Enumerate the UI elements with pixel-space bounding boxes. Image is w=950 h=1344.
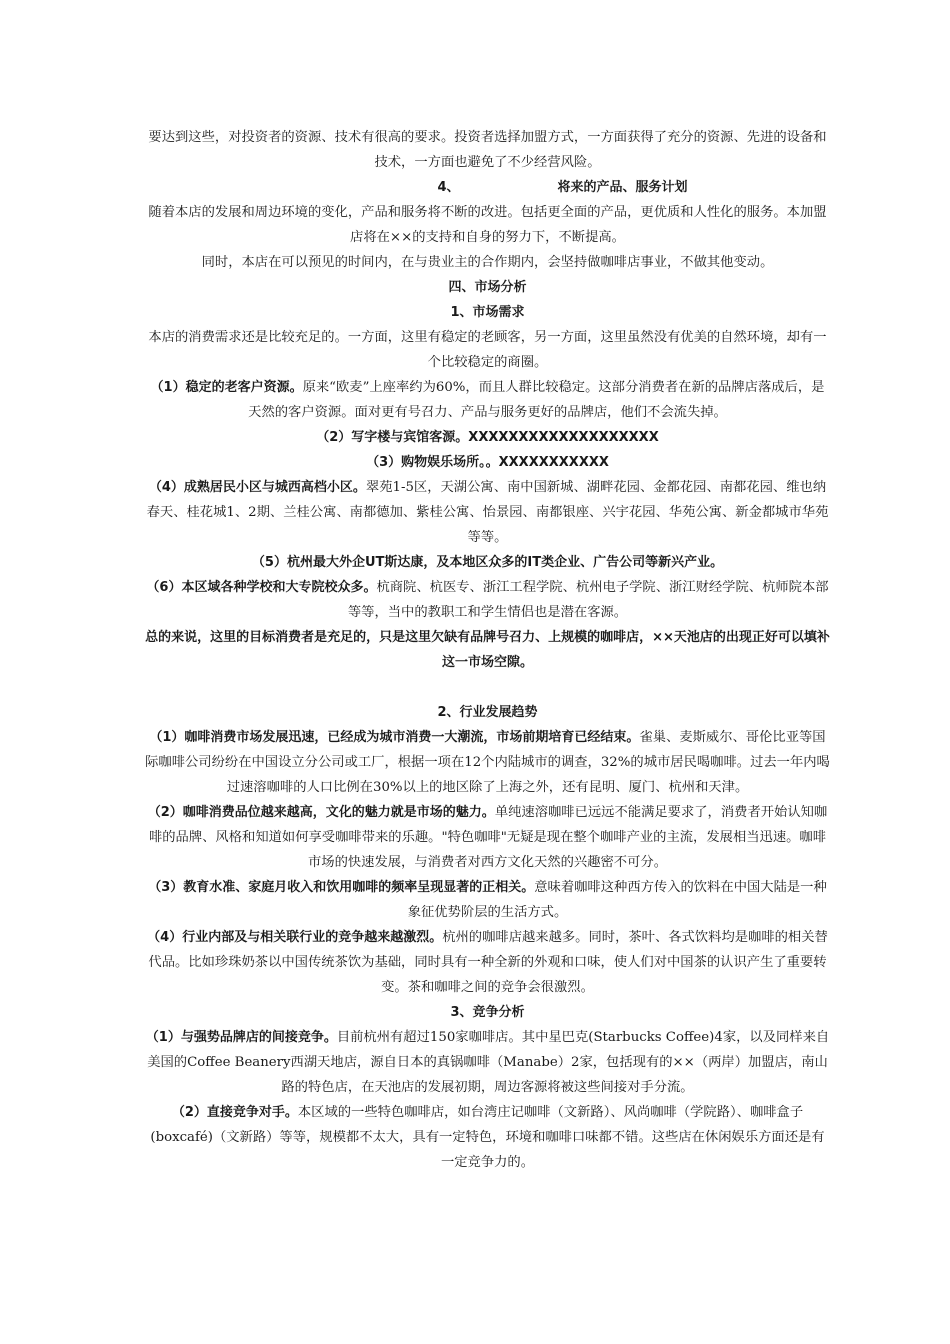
body-text: 单纯速溶咖啡已远远不能满足要求了，消费者开始认知咖啡的品牌、风格和知道如何享受咖啡带来的乐趣。"特色咖啡"无疑是现在整个咖啡产业的主流，发展相当迅速。咖啡市场的快速发展，与消费者对西方文化天然的兴趣密不可分。 [148,805,828,870]
body-text: 翠苑1-5区，天湖公寓、南中国新城、湖畔花园、金都花园、南都花园、维也纳春天、桂花城1、2期、兰桂公寓、南都德加、紫桂公寓、怡景园、南都银座、兴宇花园、华苑公寓、新金都城市华苑等等。 [146,480,829,545]
section-number: 4、 [437,180,460,195]
heading-industry-trends: 2、行业发展趋势 [437,705,538,720]
paragraph-demand-intro: 本店的消费需求还是比较充足的。一方面，这里有稳定的老顾客，另一方面，这里虽然没有优美的自然环境，却有一个比较稳定的商圈。 [148,330,827,370]
paragraph-trend-2 [145,800,830,875]
paragraph-product-improvement: 随着本店的发展和周边环境的变化，产品和服务将不断的改进。包括更全面的产品，更优质和人性化的服务。本加盟店将在××的支持和自身的努力下，不断提高。 [148,205,827,245]
lead-text: （1）稳定的老客户资源。 [150,380,303,395]
heading-competition: 3、竞争分析 [450,1005,525,1020]
paragraph-commitment: 同时，本店在可以预见的时间内，在与贵业主的合作期内，会坚持做咖啡店事业，不做其他变动。 [201,255,774,270]
body-text: 雀巢、麦斯威尔、哥伦比亚等国际咖啡公司纷纷在中国设立分公司或工厂，根据一项在12个内陆城市的调查，32%的城市居民喝咖啡。过去一年内喝过速溶咖啡的人口比例在30%以上的地区除了上海之外，还有昆明、厦门、杭州和天津。 [145,730,830,795]
paragraph-trend-1 [145,725,830,800]
heading-office-hotel: （2）写字楼与宾馆客源。XXXXXXXXXXXXXXXXXXX [316,430,659,445]
section-heading-future-plan [145,175,830,200]
paragraph-old-customers [145,375,830,425]
lead-text: （6）本区域各种学校和大专院校众多。 [146,580,377,595]
body-text: 杭州的咖啡店越来越多。同时，茶叶、各式饮料均是咖啡的相关替代品。比如珍珠奶茶以中国传统茶饮为基础，同时具有一种全新的外观和口味，使人们对中国茶的认识产生了重要转变。茶和咖啡之间的竞争会很激烈。 [148,930,828,995]
paragraph-trend-4 [145,925,830,1000]
lead-text: （1）与强势品牌店的间接竞争。 [145,1030,337,1045]
spacer [145,675,830,700]
paragraph-competition-1 [145,1025,830,1100]
body-text: 目前杭州有超过150家咖啡店。其中星巴克(Starbucks Coffee)4家，以及同样来自美国的Coffee Beanery西湖天地店，源自日本的真锅咖啡（Manabe）2家，包括现有的××（两岸）加盟店，南山路的特色店，在天池店的发展初期，周边客源将被这些间接对手分流。 [147,1030,830,1095]
lead-text: （1）咖啡消费市场发展迅速，已经成为城市消费一大潮流，市场前期培育已经结束。 [149,730,640,745]
heading-shopping: （3）购物娱乐场所。。XXXXXXXXXXX [366,455,609,470]
lead-text: （4）行业内部及与相关联行业的竞争越来越激烈。 [147,930,443,945]
body-text: 意味着咖啡这种西方传入的饮料在中国大陆是一种象征优势阶层的生活方式。 [407,880,827,920]
paragraph-trend-3 [145,875,830,925]
paragraph-summary: 总的来说，这里的目标消费者是充足的，只是这里欠缺有品牌号召力、上规模的咖啡店，××天池店的出现正好可以填补这一市场空隙。 [145,630,830,670]
paragraph-schools [145,575,830,625]
lead-text: （2）咖啡消费品位越来越高，文化的魅力就是市场的魅力。 [147,805,495,820]
section-title: 将来的产品、服务计划 [557,180,688,195]
paragraph-residential [145,475,830,550]
paragraph-competition-2 [145,1100,830,1175]
heading-ut-starcom: （5）杭州最大外企UT斯达康，及本地区众多的IT类企业、广告公司等新兴产业。 [251,555,724,570]
body-text: 杭商院、杭医专、浙江工程学院、杭州电子学院、浙江财经学院、杭师院本部等等，当中的教职工和学生情侣也是潜在客源。 [347,580,829,620]
heading-market-demand: 1、市场需求 [450,305,525,320]
paragraph-investor-requirements: 要达到这些，对投资者的资源、技术有很高的要求。投资者选择加盟方式，一方面获得了充分的资源、先进的设备和技术，一方面也避免了不少经营风险。 [148,130,827,170]
body-text: 本区域的一些特色咖啡店，如台湾庄记咖啡（文新路）、风尚咖啡（学院路）、咖啡盒子(boxcafé)（文新路）等等，规模都不太大，具有一定特色，环境和咖啡口味都不错。这些店在休闲娱乐方面还是有一定竞争力的。 [150,1105,825,1170]
lead-text: （4）成熟居民小区与城西高档小区。 [148,480,366,495]
lead-text: （3）教育水准、家庭月收入和饮用咖啡的频率呈现显著的正相关。 [148,880,535,895]
heading-market-analysis: 四、市场分析 [448,280,527,295]
body-text: 原来“欧麦”上座率约为60%，而且人群比较稳定。这部分消费者在新的品牌店落成后，是天然的客户资源。面对更有号召力、产品与服务更好的品牌店，他们不会流失掉。 [248,380,825,420]
lead-text: （2）直接竞争对手。 [171,1105,298,1120]
